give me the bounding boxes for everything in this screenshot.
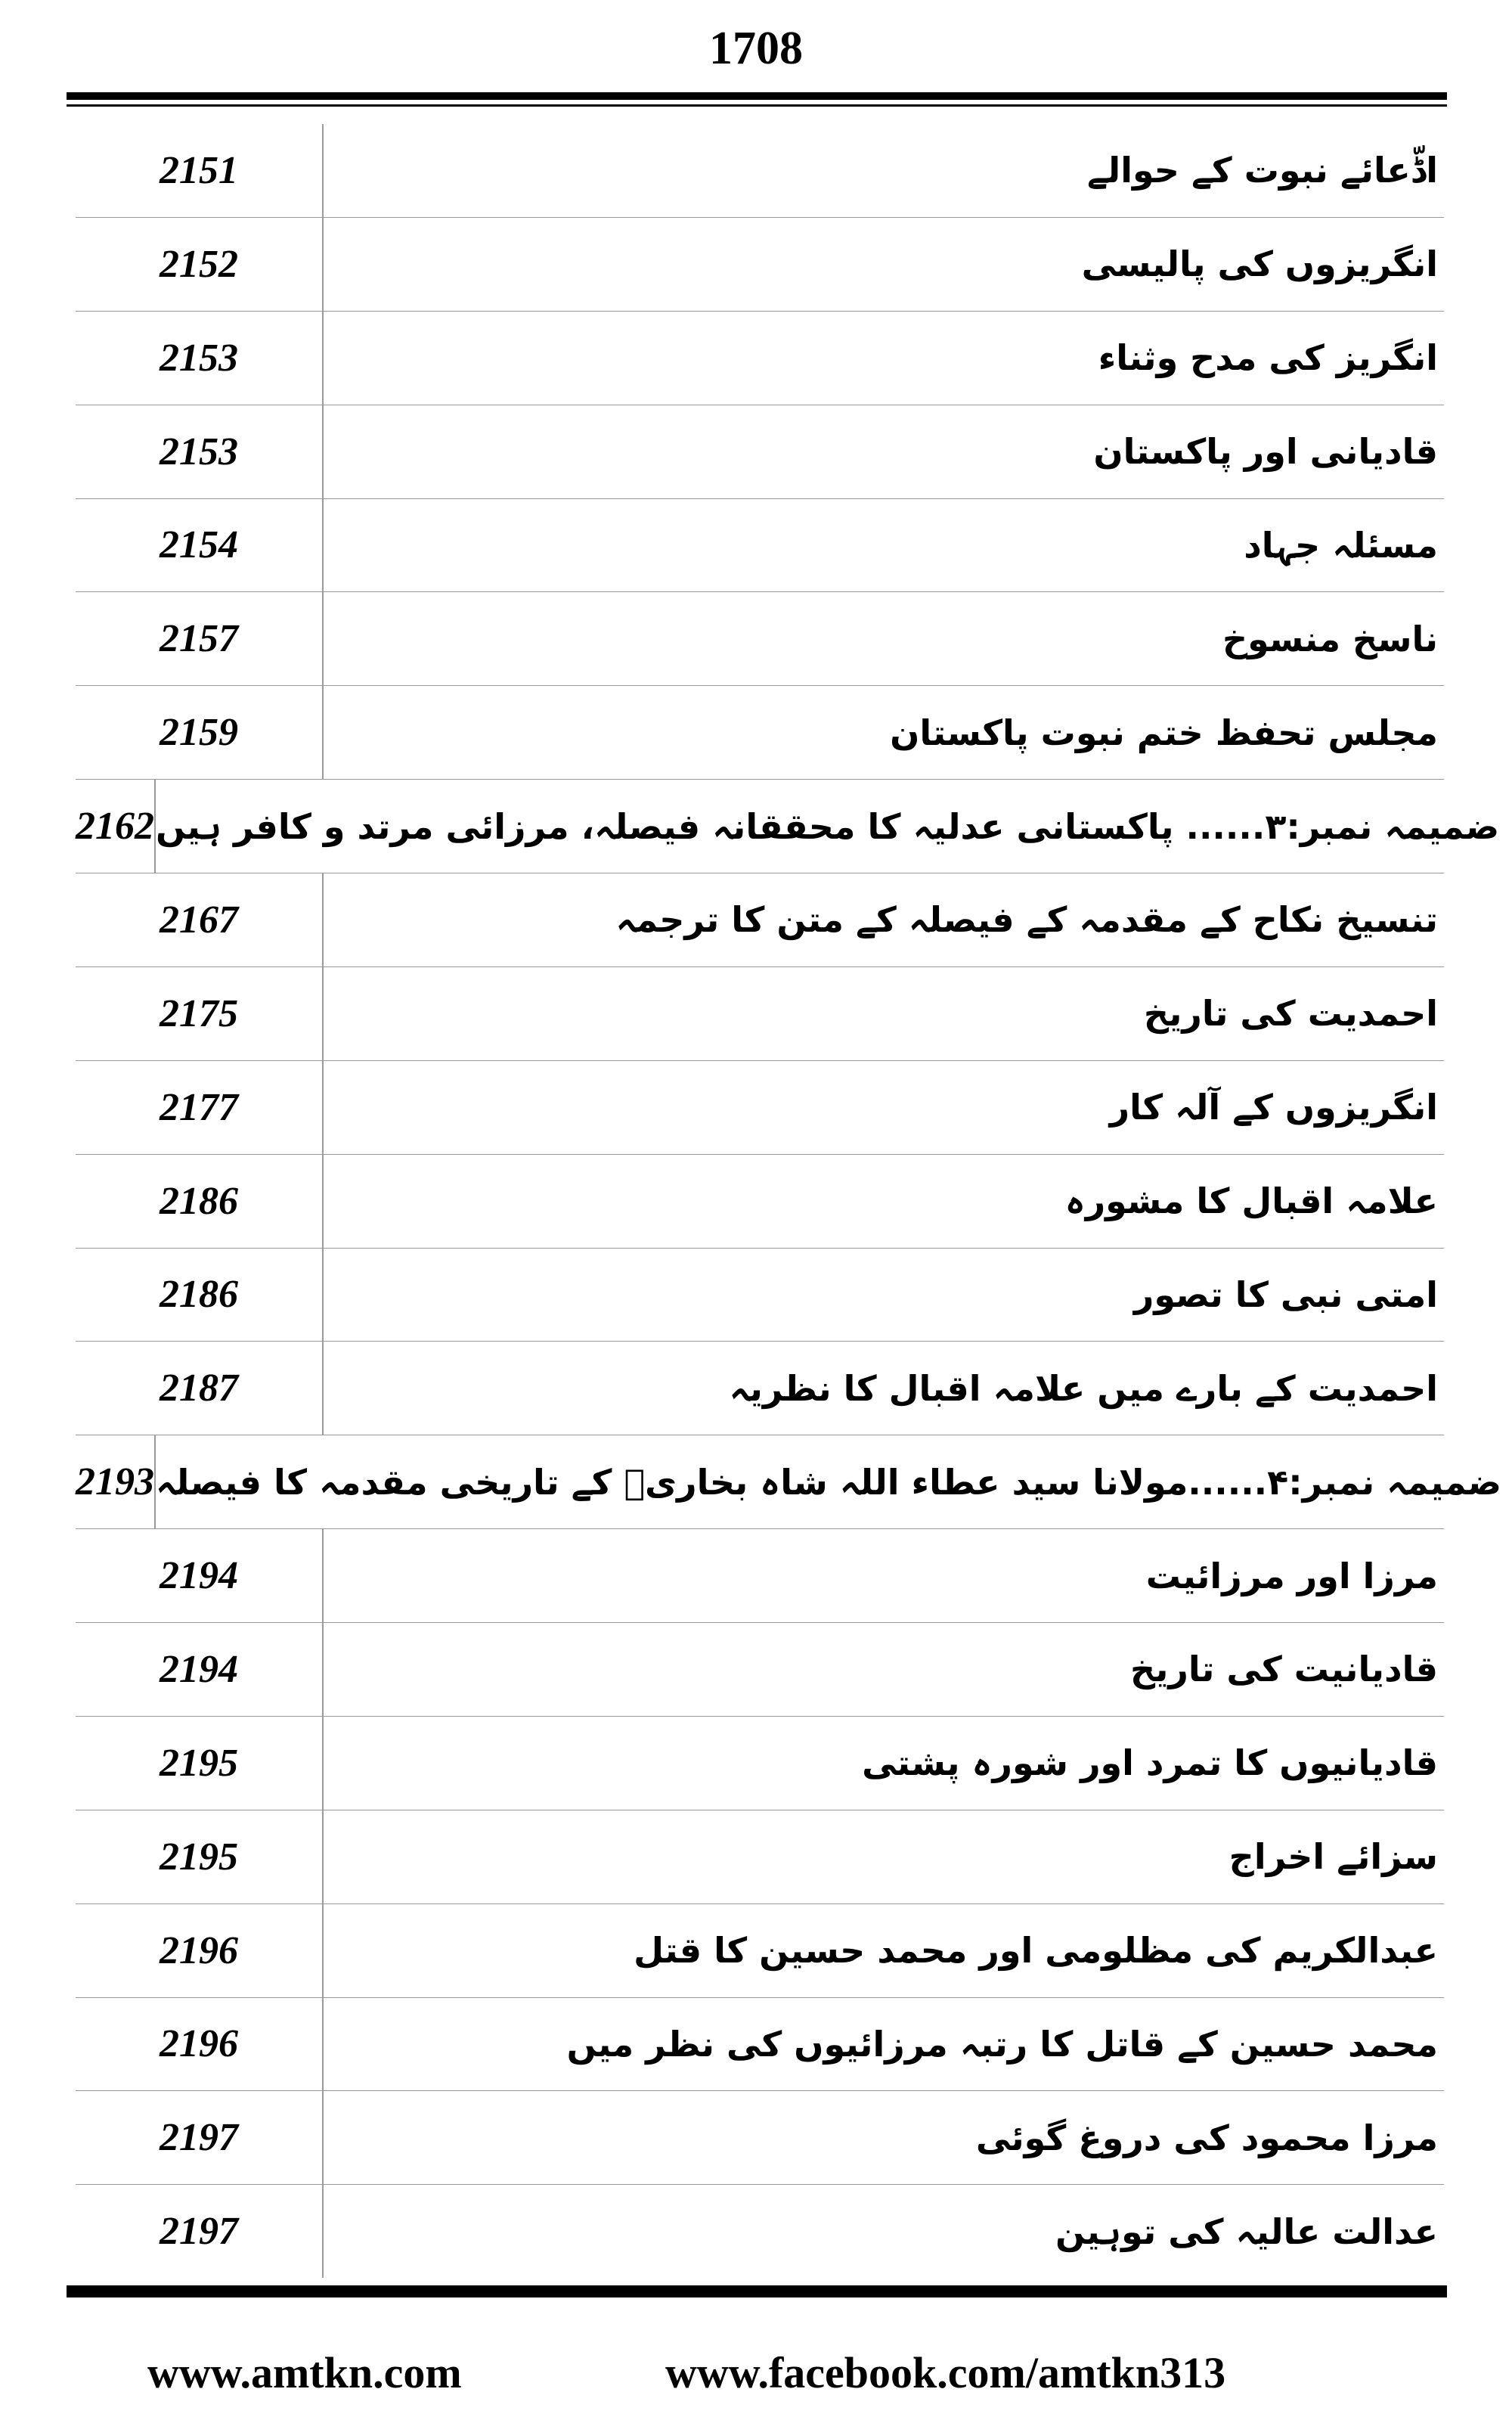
toc-row (76, 1717, 1444, 1810)
toc-page-number: 2195 (76, 1810, 324, 1903)
toc-row (76, 499, 1444, 593)
footer-facebook-link[interactable]: www.facebook.com/amtkn313 (665, 2348, 1226, 2397)
toc-page-number: 2162 (76, 780, 156, 873)
toc-title: مسئلہ جہاد (1244, 524, 1438, 566)
toc-row (76, 1810, 1444, 1904)
toc-page-number: 2196 (76, 1904, 324, 1997)
toc-title: احمدیت کی تاریخ (1143, 993, 1438, 1035)
toc-page-number: 2154 (76, 499, 324, 592)
toc-title: ضمیمہ نمبر:۴......مولانا سید عطاء اللہ شاہ بخاریؒ کے تاریخی مقدمہ کا فیصلہ (156, 1461, 1502, 1503)
toc-page-number: 2186 (76, 1249, 324, 1342)
toc-page-number: 2197 (76, 2091, 324, 2184)
toc-title: اڈّعائے نبوت کے حوالے (1086, 150, 1438, 191)
toc-title: علامہ اقبال کا مشورہ (1064, 1181, 1438, 1222)
toc-title: انگریز کی مدح وثناء (1098, 337, 1438, 379)
toc-row (76, 686, 1444, 780)
toc-row (76, 1998, 1444, 2092)
toc-title: انگریزوں کے آلہ کار (1109, 1087, 1438, 1128)
toc-row (76, 1249, 1444, 1342)
toc-row (76, 124, 1444, 218)
toc-title: قادیانیوں کا تمرد اور شورہ پشتی (862, 1742, 1438, 1784)
toc-row (76, 1623, 1444, 1717)
toc-title: مرزا اور مرزائیت (1145, 1555, 1438, 1596)
toc-title: احمدیت کے بارے میں علامہ اقبال کا نظریہ (729, 1367, 1438, 1409)
toc-page-number: 2177 (76, 1061, 324, 1154)
footer-website-link[interactable]: www.amtkn.com (147, 2348, 462, 2397)
toc-row (76, 967, 1444, 1061)
toc-page-number: 2157 (76, 592, 324, 685)
toc-page-number: 2193 (76, 1435, 156, 1528)
toc-page-number: 2194 (76, 1529, 324, 1622)
toc-page-number: 2152 (76, 218, 324, 311)
toc-title: عدالت عالیہ کی توہین (1055, 2211, 1438, 2252)
toc-row (76, 1435, 1502, 1529)
toc-page-number: 2194 (76, 1623, 324, 1716)
toc-row (76, 1342, 1444, 1435)
toc-title: عبدالکریم کی مظلومی اور محمد حسین کا قتل (634, 1930, 1438, 1972)
toc-title: ناسخ منسوخ (1222, 618, 1438, 659)
top-rule-thin (67, 104, 1447, 107)
toc-row (76, 218, 1444, 312)
toc-row (76, 592, 1444, 686)
toc-page-number: 2195 (76, 1717, 324, 1810)
footer (0, 2343, 1512, 2403)
toc-title: قادیانی اور پاکستان (1093, 431, 1438, 473)
toc-row (76, 2185, 1444, 2278)
toc-row (76, 312, 1444, 405)
top-rule-thick (67, 92, 1447, 100)
toc-title: مرزا محمود کی دروغ گوئی (975, 2117, 1438, 2158)
toc-title: امتی نبی کا تصور (1133, 1274, 1438, 1315)
toc-title: انگریزوں کی پالیسی (1081, 244, 1438, 285)
toc-title: ضمیمہ نمبر:۳...... پاکستانی عدلیہ کا محققانہ فیصلہ، مرزائی مرتد و کافر ہیں (156, 805, 1500, 847)
table-of-contents (76, 124, 1502, 2278)
toc-row (76, 873, 1444, 967)
toc-page-number: 2196 (76, 1998, 324, 2091)
toc-row (76, 1155, 1444, 1249)
toc-title: سزائے اخراج (1228, 1836, 1438, 1878)
toc-page-number: 2197 (76, 2185, 324, 2278)
toc-row (76, 1061, 1444, 1155)
toc-page-number: 2153 (76, 405, 324, 498)
toc-title: محمد حسین کے قاتل کا رتبہ مرزائیوں کی نظر میں (566, 2023, 1438, 2065)
toc-page-number: 2167 (76, 873, 324, 966)
toc-row (76, 405, 1444, 499)
toc-page-number: 2187 (76, 1342, 324, 1435)
toc-page-number: 2186 (76, 1155, 324, 1248)
toc-title: مجلس تحفظ ختم نبوت پاکستان (890, 712, 1438, 753)
toc-row (76, 1529, 1444, 1623)
page-number: 1708 (709, 23, 803, 74)
toc-row (76, 780, 1500, 873)
toc-row (76, 1904, 1444, 1998)
toc-page-number: 2159 (76, 686, 324, 779)
toc-title: قادیانیت کی تاریخ (1129, 1649, 1438, 1690)
bottom-rule (67, 2285, 1447, 2297)
toc-row (76, 2091, 1444, 2185)
toc-title: تنسیخ نکاح کے مقدمہ کے فیصلہ کے متن کا ترجمہ (615, 899, 1438, 941)
toc-page-number: 2175 (76, 967, 324, 1060)
toc-page-number: 2151 (76, 124, 324, 217)
toc-page-number: 2153 (76, 312, 324, 405)
